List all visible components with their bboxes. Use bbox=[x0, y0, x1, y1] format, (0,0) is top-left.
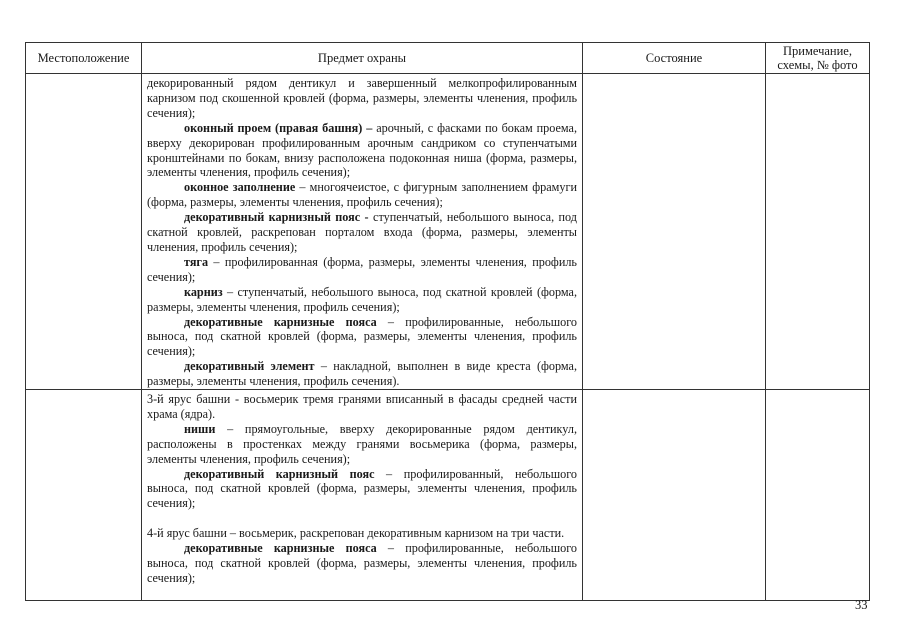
table-row bbox=[26, 390, 870, 601]
paragraph-keyword: оконный проем (правая башня) – bbox=[184, 120, 373, 135]
tier-intro: 4-й ярус башни – восьмерик, раскрепован декоративным карнизом на три части. bbox=[147, 526, 565, 541]
paragraph-gap bbox=[147, 511, 577, 526]
table-header-row bbox=[26, 43, 870, 74]
cell-note bbox=[766, 74, 870, 390]
paragraph-keyword: декоративный карнизный пояс - bbox=[184, 210, 369, 225]
paragraph bbox=[147, 315, 577, 360]
paragraph bbox=[147, 359, 577, 389]
paragraph-text: – прямоугольные, вверху декорированные рядом дентикул, расположены в простенках между гранями восьмерика (форма, размеры, элементы членения, профиль сечения); bbox=[147, 421, 577, 466]
paragraph bbox=[147, 422, 577, 467]
page-number: 33 bbox=[855, 598, 868, 612]
paragraph bbox=[147, 76, 577, 121]
paragraph-keyword: карниз bbox=[184, 284, 223, 299]
cell-state bbox=[583, 74, 766, 390]
paragraph-text: декорированный рядом дентикул и завершенный мелкопрофилированным карнизом под скошенной кровлей (форма, размеры, элементы членения, профиль сечения); bbox=[147, 76, 577, 120]
paragraph bbox=[147, 541, 577, 586]
header-subject: Предмет охраны bbox=[142, 43, 583, 74]
paragraph bbox=[147, 467, 577, 512]
paragraph-text: – профилированные, небольшого выноса, под скатной кровлей (форма, размеры, элементы членения, профиль сечения); bbox=[147, 541, 577, 585]
protection-table bbox=[25, 42, 870, 601]
paragraph-keyword: ниши bbox=[184, 421, 216, 436]
paragraph-keyword: декоративные карнизные пояса bbox=[184, 314, 377, 329]
tier-intro: 3-й ярус башни - восьмерик тремя гранями вписанный в фасады средней части храма (ядра). bbox=[147, 392, 577, 421]
table-row bbox=[26, 74, 870, 390]
cell-state bbox=[583, 390, 766, 601]
cell-note bbox=[766, 390, 870, 601]
paragraph-keyword: декоративные карнизные пояса bbox=[184, 541, 377, 556]
cell-location bbox=[26, 74, 142, 390]
cell-subject bbox=[142, 74, 583, 390]
paragraph-keyword: декоративный элемент bbox=[184, 359, 315, 374]
paragraph bbox=[147, 210, 577, 255]
paragraph-text: – профилированные, небольшого выноса, под скатной кровлей (форма, размеры, элементы членения, профиль сечения); bbox=[147, 314, 577, 359]
paragraph-keyword: тяга bbox=[184, 254, 209, 269]
header-location: Местоположение bbox=[26, 43, 142, 74]
header-note: Примечание, схемы, № фото bbox=[766, 43, 870, 74]
paragraph-text: – ступенчатый, небольшого выноса, под скатной кровлей (форма, размеры, элементы членения, профиль сечения); bbox=[147, 284, 577, 314]
paragraph-keyword: оконное заполнение bbox=[184, 180, 296, 195]
paragraph-text: ступенчатый, небольшого выноса, под скатной кровлей, раскрепован порталом входа (форма, размеры, элементы членения, профиль сечения); bbox=[147, 210, 577, 254]
paragraph bbox=[147, 121, 577, 181]
header-state: Состояние bbox=[583, 43, 766, 74]
paragraph-text: арочный, с фасками по бокам проема, вверху декорирован профилированным арочным сандриком со ступенчатыми кронштейнами по бокам, внизу расположена подоконная ниша (форма, размеры, элементы членения, профиль сечения); bbox=[147, 120, 577, 180]
paragraph-keyword: декоративный карнизный пояс bbox=[184, 466, 375, 481]
paragraph-text: – многоячеистое, с фигурным заполнением фрамуги (форма, размеры, элементы членения, профиль сечения); bbox=[147, 180, 577, 210]
paragraph bbox=[147, 180, 577, 210]
cell-location bbox=[26, 390, 142, 601]
cell-subject bbox=[142, 390, 583, 601]
paragraph-text: – профилированная (форма, размеры, элементы членения, профиль сечения); bbox=[147, 254, 577, 284]
paragraph bbox=[147, 255, 577, 285]
paragraph bbox=[147, 285, 577, 315]
paragraph-text: – накладной, выполнен в виде креста (форма, размеры, элементы членения, профиль сечения). bbox=[147, 359, 578, 389]
paragraph-text: – профилированный, небольшого выноса, под скатной кровлей (форма, размеры, элементы членения, профиль сечения); bbox=[147, 466, 577, 511]
